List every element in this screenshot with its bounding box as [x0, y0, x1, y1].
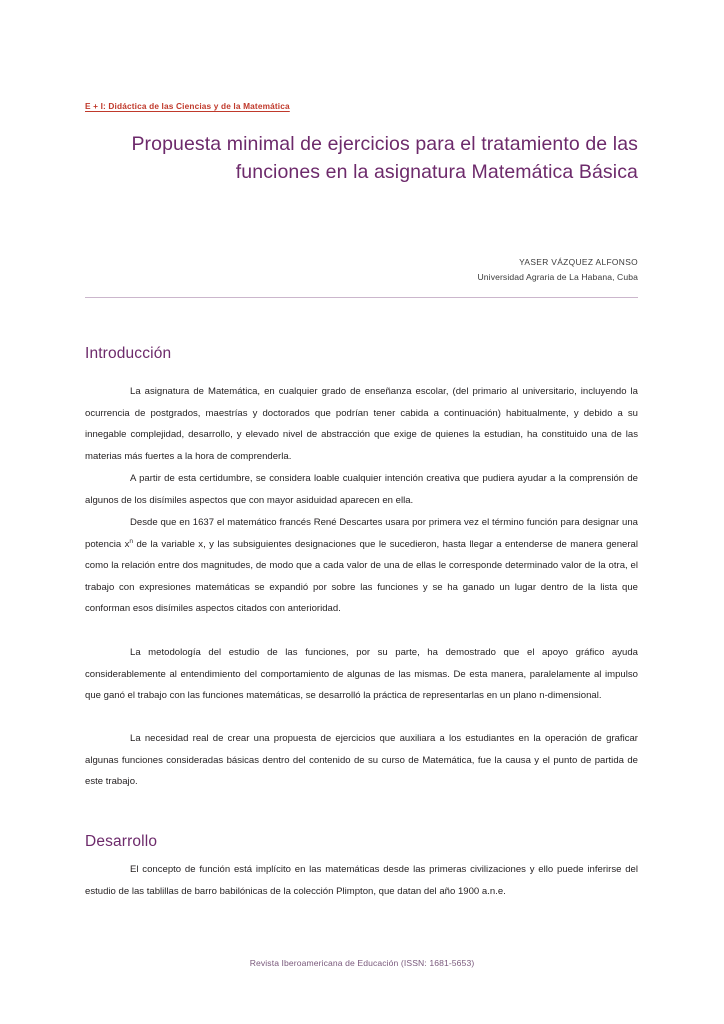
paragraph-text-before-superscript: Desde que en 1637 el matemático francés René Descartes usara por primera vez el término función para designar una potencia x: [85, 517, 638, 550]
page-footer: Revista Iberoamericana de Educación (ISSN: 1681-5653): [249, 958, 475, 968]
author-affiliation: Universidad Agraria de La Habana, Cuba: [477, 272, 638, 282]
section-heading-introduccion: Introducción: [85, 345, 172, 362]
paragraph: A partir de esta certidumbre, se considera loable cualquier intención creativa que pudiera ayudar a la comprensión de algunos de los disímiles aspectos que con mayor asiduidad aparecen en ella.: [85, 473, 638, 506]
paragraph: La necesidad real de crear una propuesta de ejercicios que auxiliara a los estudiantes en la operación de graficar algunas funciones consideradas básicas dentro del contenido de su curso de Matemática, fue la causa y el punto de partida de este trabajo.: [85, 733, 638, 788]
running-head-link[interactable]: E + I: Didáctica de las Ciencias y de la Matemática: [85, 101, 290, 111]
paragraph: La asignatura de Matemática, en cualquier grado de enseñanza escolar, (del primario al universitario, incluyendo la ocurrencia de postgrados, maestrías y doctorados que podrían tener cabida a continuación) habitualmente, y debido a su innegable complejidad, desarrollo, y elevado nivel de abstracción que exige de quienes la estudian, ha constituido una de las materias más fuertes a la hora de comprenderla.: [85, 386, 638, 462]
paragraph: La metodología del estudio de las funciones, por su parte, ha demostrado que el apoyo gráfico ayuda considerablemente al entendimiento del comportamiento de algunas de las mismas. De esta manera, paralelamente al impulso que ganó el trabajo con las funciones matemáticas, se desarrolló la práctica de representarlas en un plano n-dimensional.: [85, 647, 638, 702]
paragraph-text-after-superscript: de la variable x, y las subsiguientes designaciones que le sucedieron, hasta llegar a entenderse de manera general como la relación entre dos magnitudes, de modo que a cada valor de una de ellas le corresponde determinado valor de la otra, el trabajo con expresiones matemáticas se expandió por sobre las funciones y se ha ganado un lugar dentro de la lista que conforman esos disímiles aspectos citados con anterioridad.: [85, 538, 638, 615]
author-block: [85, 255, 638, 285]
author-name: YASER VÁZQUEZ ALFONSO: [519, 257, 638, 267]
page-title: Propuesta minimal de ejercicios para el tratamiento de las funciones en la asignatura Matemática Básica: [131, 133, 638, 183]
header-divider: [85, 297, 638, 298]
exponent-superscript: n: [129, 537, 134, 545]
section-heading-desarrollo: Desarrollo: [85, 833, 158, 850]
paragraph-descartes: [85, 512, 638, 620]
paragraph: El concepto de función está implícito en las matemáticas desde las primeras civilizaciones y ello puede inferirse del estudio de las tablillas de barro babilónicas de la colección Plimpton, que datan del año 1900 a.n.e.: [85, 864, 638, 897]
